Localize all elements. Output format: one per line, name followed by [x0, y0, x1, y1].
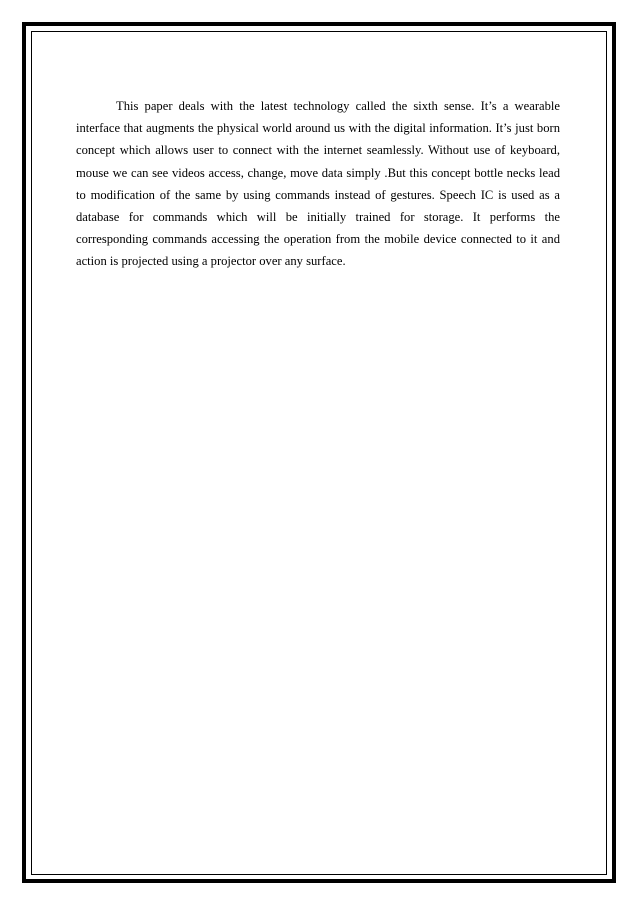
page-content	[76, 95, 560, 273]
abstract-paragraph: This paper deals with the latest technology called the sixth sense. It’s a wearable interface that augments the physical world around us with the digital information. It’s just born concept which allows user to connect with the internet seamlessly. Without use of keyboard, mouse we can see videos access, change, move data simply .But this concept bottle necks lead to modification of the same by using commands instead of gestures. Speech IC is used as a database for commands which will be initially trained for storage. It performs the corresponding commands accessing the operation from the mobile device connected to it and action is projected using a projector over any surface.	[76, 99, 560, 269]
